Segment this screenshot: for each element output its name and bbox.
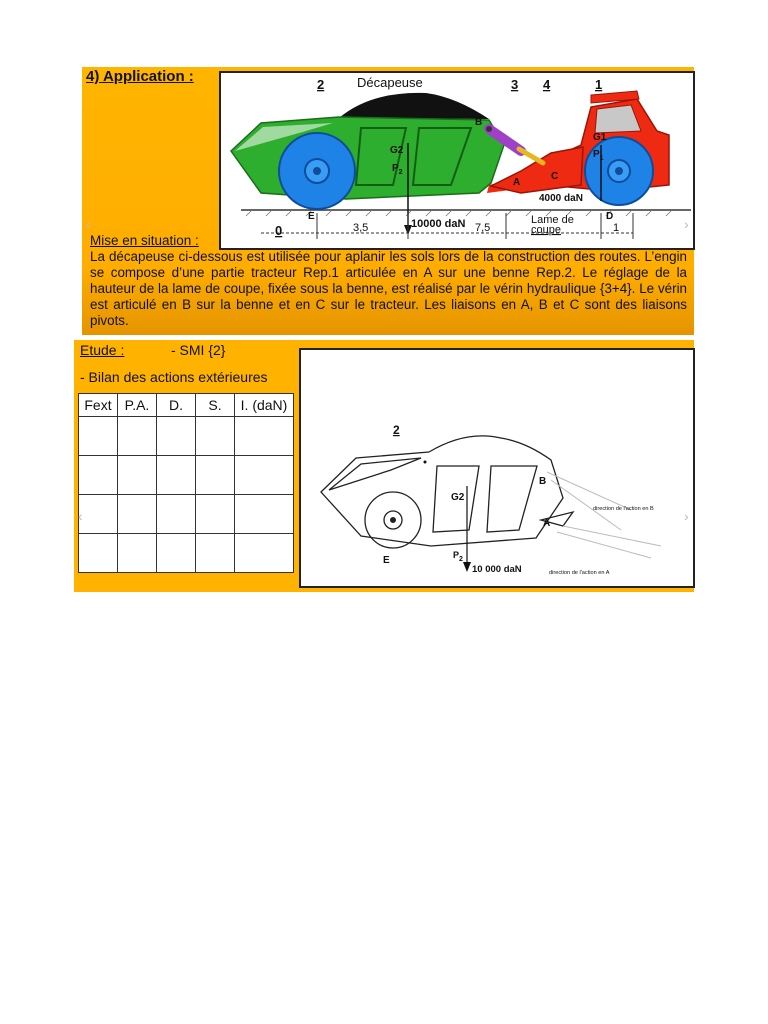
rear-wheel (279, 133, 355, 209)
benne-isolee-drawing (301, 350, 693, 586)
load-label: 10 000 daN (472, 564, 522, 575)
direction-b-label: direction de l'action en B (593, 506, 654, 512)
header-pa: P.A. (118, 394, 157, 417)
front-wheel (585, 137, 653, 205)
bilan-title: - Bilan des actions extérieures (80, 369, 268, 385)
mise-en-situation-text: La décapeuse ci-dessous est utilisée pour aplanir les sols lors de la construction des routes. L’engin se compose d’une partie tracteur Rep.1 articulée en A sur une benne Rep.2. Le réglage de la hauteur de la lame de coupe, fixée sous la benne, est réalisé par le vérin hydraulique {3+4}. Le vérin est articulé en B sur la benne et en C sur le tracteur. Les liaisons en A, B et C sont des liaisons pivots. (90, 249, 687, 329)
point-b-label: B (539, 476, 547, 487)
table-cell[interactable] (157, 534, 196, 573)
bilan-table (78, 393, 294, 573)
point-d-label: D (606, 211, 614, 222)
etude-panel (74, 340, 694, 592)
part-number-3: 3 (511, 77, 519, 92)
header-fext: Fext (79, 394, 118, 417)
application-panel (82, 67, 694, 335)
header-d: D. (157, 394, 196, 417)
carousel-next-arrow-2[interactable]: › (684, 508, 689, 524)
table-cell[interactable] (157, 456, 196, 495)
table-cell[interactable] (157, 495, 196, 534)
table-cell[interactable] (79, 417, 118, 456)
table-cell[interactable] (235, 417, 294, 456)
dimension-7-5: 7,5 (475, 222, 491, 234)
point-g2-label: G2 (390, 145, 404, 156)
table-row (79, 417, 294, 456)
table-cell[interactable] (196, 534, 235, 573)
table-cell[interactable] (79, 534, 118, 573)
mise-en-situation-title: Mise en situation : (90, 233, 199, 248)
table-cell[interactable] (235, 456, 294, 495)
drawing-title: Décapeuse (357, 75, 423, 90)
benne-wheel (365, 492, 421, 548)
point-e-label: E (308, 211, 315, 222)
p2-label: $P_2$ (392, 163, 403, 176)
table-cell[interactable] (79, 456, 118, 495)
part-number-1: 1 (595, 77, 603, 92)
bilan-header-row (79, 394, 294, 417)
header-s: S. (196, 394, 235, 417)
lame-label-line2: coupe (531, 224, 561, 236)
table-cell[interactable] (235, 495, 294, 534)
part-number-2: 2 (393, 423, 400, 437)
p1-label: $P_1$ (593, 149, 604, 162)
direction-a-line (557, 532, 651, 558)
benne-outline (321, 436, 573, 546)
dirt-load (339, 93, 489, 119)
direction-a-line-2 (563, 526, 661, 546)
part-number-2: 2 (317, 77, 325, 92)
table-cell[interactable] (196, 456, 235, 495)
table-cell[interactable] (118, 495, 157, 534)
table-cell[interactable] (118, 456, 157, 495)
point-g1-label: G1 (593, 132, 607, 143)
table-row (79, 456, 294, 495)
p2-label: $P_2$ (453, 550, 463, 563)
direction-a-label: direction de l'action en A (549, 570, 610, 576)
point-a-label: A (513, 177, 521, 188)
table-row (79, 534, 294, 573)
ground-label: 0 (275, 223, 283, 238)
table-cell[interactable] (235, 534, 294, 573)
point-g2-label: G2 (451, 492, 465, 503)
table-cell[interactable] (196, 417, 235, 456)
table-cell[interactable] (118, 417, 157, 456)
carousel-next-arrow[interactable]: › (684, 216, 689, 232)
load-benne: 10000 daN (411, 218, 466, 230)
p2-arrowhead (463, 562, 471, 572)
table-cell[interactable] (157, 417, 196, 456)
direction-b-line (547, 472, 631, 510)
header-intensite: I. (daN) (235, 394, 294, 417)
point-b-label: B (475, 117, 483, 128)
table-cell[interactable] (196, 495, 235, 534)
dimension-3-5: 3,5 (353, 222, 369, 234)
decapeuse-figure (221, 73, 693, 248)
dimension-1: 1 (613, 222, 620, 234)
table-row (79, 495, 294, 534)
point-c-label: C (551, 171, 559, 182)
point-dot (424, 461, 427, 464)
benne-isolee-figure (299, 348, 695, 588)
etude-label: Etude : (80, 342, 125, 358)
point-e-label: E (383, 555, 390, 566)
application-title: 4) Application : (86, 68, 194, 85)
decapeuse-drawing (219, 71, 695, 250)
load-tracteur: 4000 daN (539, 193, 583, 204)
part-number-4: 4 (543, 77, 551, 92)
point-a-label: A (543, 518, 551, 529)
lame-label-line1: Lame de (531, 214, 574, 226)
carousel-prev-arrow-2[interactable]: ‹ (78, 508, 83, 524)
direction-b-line-2 (551, 480, 621, 530)
smi-label: - SMI {2} (171, 342, 226, 358)
table-cell[interactable] (79, 495, 118, 534)
carousel-prev-arrow[interactable]: ‹ (86, 216, 91, 232)
table-cell[interactable] (118, 534, 157, 573)
